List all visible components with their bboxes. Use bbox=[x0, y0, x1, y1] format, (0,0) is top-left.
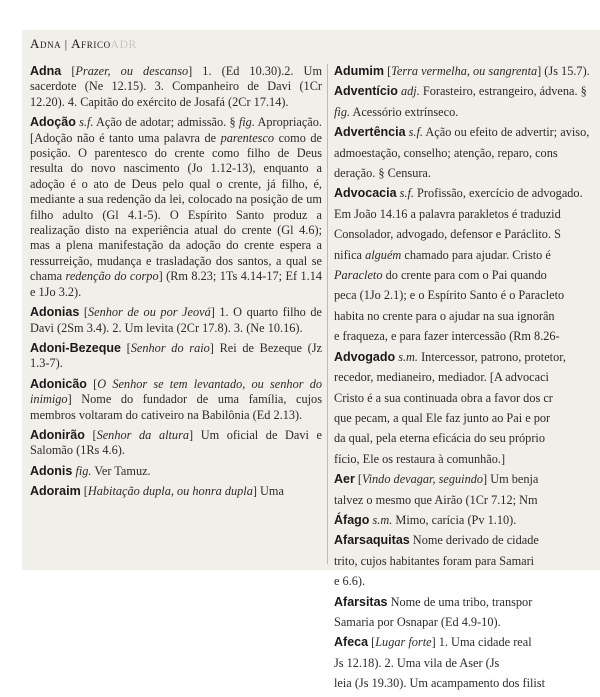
entry-text: habita no crente para o ajudar na sua ignorân bbox=[334, 308, 555, 323]
entry-text: e fraqueza, e para fazer intercessão (Rm 8.26- bbox=[334, 329, 560, 344]
dictionary-line bbox=[334, 533, 600, 548]
entry-italic-text: adj. bbox=[400, 84, 420, 99]
entry-headword: Afarsitas bbox=[334, 594, 388, 609]
entry-text: como de posição. O parentesco do crente como filho de Deus resulta do novo nascimento (Jo 1.12-13), enquanto a adoção é o ato de Deus pelo qual o crente, já filho, é, mediante a sua redenção da lei, colocado na posição de um filho adulto (Gl 4.1-5). O Espírito Santo produz a realização disto na experiência atual do crente (Gl 4.6); mas a plena manifestação da adoção do crente espera a ressurreição, mudança e trasladação dos santos, a qual se chama bbox=[30, 130, 322, 284]
entry-text: Ação ou efeito de advertir; aviso, bbox=[423, 125, 590, 140]
dictionary-line bbox=[334, 248, 600, 263]
entry-text: e 6.6). bbox=[334, 574, 366, 589]
entry-headword: Advertência bbox=[334, 125, 406, 140]
entry-headword: Afeca bbox=[334, 635, 369, 650]
entry-headword: Áfago bbox=[334, 512, 370, 527]
dictionary-line bbox=[334, 105, 600, 120]
entry-italic-text: parentesco bbox=[220, 130, 275, 145]
entry-text: [ bbox=[120, 340, 131, 355]
entry-italic-text: Senhor do raio bbox=[130, 340, 210, 355]
dictionary-entry bbox=[30, 428, 322, 459]
entry-italic-text: Vindo devagar, seguindo bbox=[362, 472, 484, 487]
entry-italic-text: s.f. bbox=[79, 115, 94, 130]
running-head-separator: | bbox=[64, 39, 68, 51]
entry-text: ] Um oficial de Davi e Salomão (1Rs 4.6). bbox=[30, 427, 322, 458]
entry-text: ] 1. O quarto filho de Davi (2Sm 3.4). 2. Um levita (2Cr 17.8). 3. (Ne 10.16). bbox=[30, 305, 322, 335]
entry-text: ] (Rm 8.23; 1Ts 4.14-17; Ef 1.14 e 1Jo 3.2). bbox=[30, 269, 322, 299]
dictionary-line bbox=[334, 186, 600, 201]
entry-text: [ bbox=[384, 64, 392, 78]
entry-italic-text: s.f. bbox=[408, 125, 423, 140]
entry-text: Em João 14.16 a palavra parakletos é traduzid bbox=[334, 206, 561, 221]
entry-text: chamado para ajudar. Cristo é bbox=[401, 247, 551, 262]
entry-italic-text: s.f. bbox=[399, 186, 414, 201]
entry-text: Nome derivado de cidade bbox=[409, 533, 539, 548]
dictionary-line bbox=[334, 554, 600, 569]
entry-headword: Adonis bbox=[30, 463, 73, 478]
dictionary-line bbox=[334, 411, 600, 426]
dictionary-entry bbox=[30, 464, 322, 479]
entry-text: Js 12.18). 2. Uma vila de Aser (Js bbox=[334, 655, 500, 670]
dictionary-line bbox=[334, 635, 600, 650]
dictionary-line bbox=[334, 391, 600, 406]
entry-text: recedor, medianeiro, mediador. [A advocaci bbox=[334, 370, 549, 385]
entry-text: [ bbox=[84, 427, 97, 442]
entry-text: [ bbox=[354, 472, 363, 487]
entry-headword: Adonias bbox=[30, 305, 80, 320]
entry-headword: Adna bbox=[30, 64, 62, 78]
dictionary-line bbox=[334, 513, 600, 528]
entry-italic-text: redenção do corpo bbox=[65, 269, 159, 284]
dictionary-line bbox=[334, 656, 600, 671]
dictionary-line bbox=[334, 125, 600, 140]
entry-italic-text: fig. bbox=[238, 115, 255, 130]
entry-headword: Afarsaquitas bbox=[334, 533, 410, 548]
entry-headword: Aer bbox=[334, 472, 355, 487]
dictionary-line bbox=[334, 615, 600, 630]
dictionary-line bbox=[334, 370, 600, 385]
entry-italic-text: O Senhor se tem levantado, ou senhor do inimigo bbox=[30, 376, 322, 407]
dictionary-line bbox=[334, 329, 600, 344]
dictionary-line bbox=[334, 84, 600, 99]
dictionary-line bbox=[334, 574, 600, 589]
entry-text: ] 1. (Ed 10.30).2. Um sacerdote (Ne 12.15). 3. Companheiro de Davi (1Cr 12.20). 4. Capitão do exército de Josafá (2Cr 17.14). bbox=[30, 64, 323, 109]
entry-text: da qual, pela eterna eficácia do seu próprio bbox=[334, 431, 545, 446]
running-head-last-word: Africo bbox=[71, 36, 111, 51]
dictionary-line bbox=[334, 288, 600, 303]
entry-text: [ bbox=[61, 64, 76, 78]
entry-text: do crente para com o Pai quando bbox=[382, 268, 547, 283]
running-head bbox=[30, 36, 137, 52]
entry-text: ] Um benja bbox=[483, 472, 539, 487]
entry-text: ] Nome do fundador de uma família, cujos membros voltaram do cativeiro na Babilônia (Ed 2.13). bbox=[30, 392, 322, 422]
entry-text: ] Rei de Bezeque (Jz 1.3-7). bbox=[30, 340, 322, 371]
entry-headword: Adonicão bbox=[30, 376, 87, 391]
entry-text: trito, cujos habitantes foram para Samari bbox=[334, 553, 535, 568]
column-divider bbox=[327, 64, 328, 564]
dictionary-line bbox=[334, 472, 600, 487]
entry-text: [ bbox=[368, 635, 376, 650]
entry-text: deração. § Censura. bbox=[334, 166, 431, 181]
entry-text: Ver Tamuz. bbox=[91, 463, 151, 478]
entry-italic-text: Prazer, ou descanso bbox=[75, 64, 189, 78]
entry-italic-text: Paracleto bbox=[334, 268, 383, 283]
entry-headword: Advocacia bbox=[334, 186, 397, 201]
entry-text: Forasteiro, estrangeiro, ádvena. § bbox=[419, 84, 587, 99]
entry-text: Intercessor, patrono, protetor, bbox=[418, 349, 566, 364]
entry-headword: Adventício bbox=[334, 84, 398, 99]
entry-italic-text: Terra vermelha, ou sangrenta bbox=[391, 64, 538, 78]
dictionary-line bbox=[334, 676, 600, 691]
entry-text: Cristo é a sua continuada obra a favor dos cr bbox=[334, 390, 553, 405]
entry-italic-text: fig. bbox=[75, 463, 92, 478]
entry-text: ] Uma bbox=[252, 484, 284, 499]
entry-headword: Adonirão bbox=[30, 427, 85, 442]
dictionary-line bbox=[334, 207, 600, 222]
dictionary-page bbox=[22, 30, 600, 691]
entry-text: leia (Js 19.30). Um acampamento dos filist bbox=[334, 676, 546, 691]
entry-text: peca (1Jo 2.1); e o Espírito Santo é o Paracleto bbox=[334, 288, 565, 303]
entry-text: [ bbox=[80, 484, 88, 499]
entry-text: que pecam, a qual Ele faz junto ao Pai e por bbox=[334, 410, 551, 425]
entry-italic-text: Senhor de ou por Jeová bbox=[87, 305, 211, 320]
dictionary-line bbox=[334, 227, 600, 242]
entry-text: fício, Ele os restaura à comunhão.] bbox=[334, 451, 506, 466]
entry-text: ] 1. Uma cidade real bbox=[431, 635, 532, 650]
entry-text: Profissão, exercício de advogado. bbox=[413, 186, 583, 201]
dictionary-line bbox=[334, 146, 600, 161]
dictionary-line bbox=[334, 64, 600, 79]
entry-text: Nome de uma tribo, transpor bbox=[387, 594, 533, 609]
entry-text: Mimo, carícia (Pv 1.10). bbox=[392, 512, 517, 527]
entry-italic-text: Habitação dupla, ou honra dupla bbox=[87, 484, 253, 499]
dictionary-entry bbox=[30, 341, 322, 372]
entry-text: Apropriação. [Adoção não é tanto uma palavra de bbox=[30, 115, 322, 145]
dictionary-line bbox=[334, 452, 600, 467]
entry-text: Consolador, advogado, defensor e Paráclito. S bbox=[334, 227, 561, 242]
dictionary-entry bbox=[30, 484, 322, 499]
running-head-first-word: Adna bbox=[30, 36, 62, 51]
dictionary-entry bbox=[30, 377, 322, 423]
entry-italic-text: Lugar forte bbox=[375, 635, 432, 650]
entry-italic-text: s.m. bbox=[372, 512, 393, 527]
entry-headword: Advogado bbox=[334, 349, 396, 364]
dictionary-line bbox=[334, 595, 600, 610]
entry-headword: Adoni-Bezeque bbox=[30, 340, 121, 355]
entry-text: admoestação, conselho; atenção, reparo, cons bbox=[334, 145, 558, 160]
entry-italic-text: alguém bbox=[365, 247, 402, 262]
entry-headword: Adumim bbox=[334, 64, 384, 78]
entry-text: [ bbox=[79, 305, 88, 320]
dictionary-line bbox=[334, 309, 600, 324]
entry-text: [ bbox=[86, 376, 98, 391]
dictionary-line bbox=[334, 350, 600, 365]
left-column bbox=[30, 64, 322, 505]
entry-italic-text: fig. bbox=[334, 104, 351, 119]
right-column bbox=[334, 64, 600, 697]
running-head-bleed-text: ADR bbox=[110, 39, 137, 51]
entry-italic-text: Senhor da altura bbox=[96, 427, 190, 442]
dictionary-line bbox=[334, 493, 600, 508]
dictionary-line bbox=[334, 268, 600, 283]
entry-text: Acessório extrínseco. bbox=[350, 104, 459, 119]
dictionary-entry bbox=[30, 115, 322, 300]
entry-italic-text: s.m. bbox=[398, 349, 419, 364]
dictionary-entry bbox=[30, 305, 322, 336]
dictionary-line bbox=[334, 431, 600, 446]
dictionary-entry bbox=[30, 64, 322, 110]
entry-text: ] (Js 15.7). bbox=[537, 64, 590, 78]
entry-headword: Adoção bbox=[30, 115, 76, 130]
entry-text: Samaria por Osnapar (Ed 4.9-10). bbox=[334, 614, 501, 629]
entry-text: nifica bbox=[334, 247, 366, 262]
entry-text: Ação de adotar; admissão. § bbox=[93, 115, 239, 130]
entry-headword: Adoraim bbox=[30, 484, 81, 499]
entry-text: talvez o mesmo que Airão (1Cr 7.12; Nm bbox=[334, 492, 538, 507]
dictionary-line bbox=[334, 166, 600, 181]
